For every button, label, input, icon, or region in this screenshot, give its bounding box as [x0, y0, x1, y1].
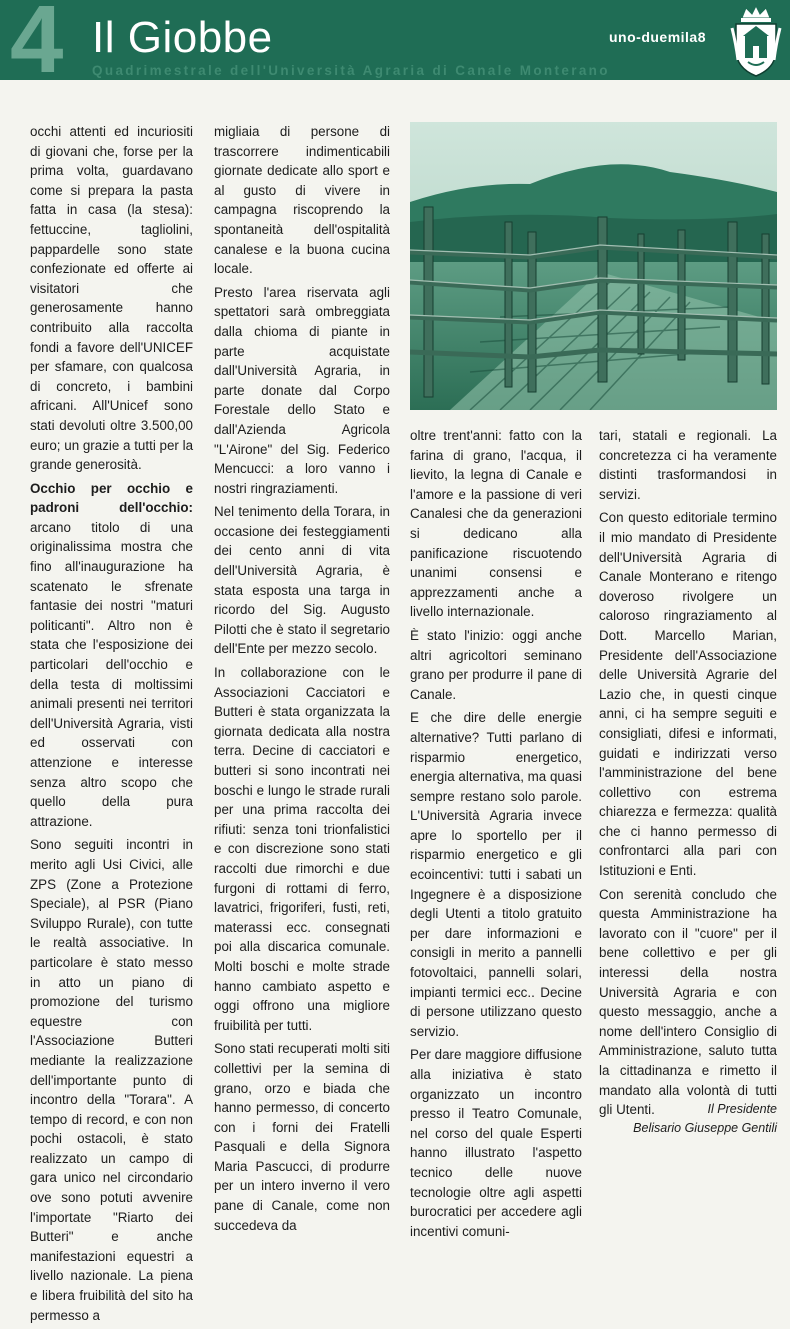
paragraph: E che dire delle energie alternative? Tutti parlano di risparmio energetico, energia alternativa, ma quasi sempre restano solo parole. L'Università Agraria invece apre lo sportello per il risparmio energetico e gli ecoincentivi: tutti i sabati un Ingegnere è a disposizione degli Utenti a titolo gratuito per dare informazioni e consigli in merito a pannelli fotovoltaici, pannelli solari, impianti termici ecc.. Decine di persone utilizzano questo servizio. — [410, 710, 582, 1039]
article-column-3 — [410, 426, 582, 1245]
signature-role: Il Presidente — [707, 1102, 777, 1116]
paragraph: Nel tenimento della Torara, in occasione dei festeggiamenti dei cento anni di vita dell'Università Agraria, è stata esposta una targa in ricordo del Sig. Augusto Pilotti che è stato il segretario dell'Ente per mezzo secolo. — [214, 504, 390, 657]
article-column-1 — [30, 122, 193, 1329]
paragraph: migliaia di persone di trascorrere indimenticabili giornate dedicate allo sport e al gusto di vivere in campagna riscoprendo la spontaneità dell'ospitalità canalese e la buona cucina locale. — [214, 124, 390, 277]
coat-of-arms-icon — [730, 4, 782, 78]
paragraph: Con questo editoriale termino il mio mandato di Presidente dell'Università Agraria di Canale Monterano e ritengo doveroso rivolgere un caloroso ringraziamento al Dott. Marcello Marian, Presidente dell'Associazione delle Università Agrarie del Lazio che, in questi cinque anni, ci ha sempre seguiti e consigliati, difesi e informati, guidati e indirizzati verso l'amministrazione del bene collettivo con estrema chiarezza e fermezza: qualità che ci hanno permesso di confrontarci alla pari con Istituzioni e Enti. — [599, 510, 777, 879]
masthead — [0, 0, 790, 80]
paragraph: Presto l'area riservata agli spettatori sarà ombreggiata dalla chioma di piante in parte acquistate dall'Università Agraria, in parte donate dal Corpo Forestale dello Stato e dall'Azienda Agricola "L'Airone" del Sig. Federico Mencucci: a loro vanno i nostri ringraziamenti. — [214, 284, 390, 496]
issue-label: uno-duemila8 — [609, 29, 707, 45]
paragraph: Sono stati recuperati molti siti collettivi per la semina di grano, orzo e biada che hanno permesso, di concerto con i forni dei Fratelli Pasquali e della Signora Maria Pascucci, di produrre per un intero inverno il vero pane di Canale, come non succedeva da — [214, 1041, 390, 1233]
paragraph — [30, 479, 193, 832]
paragraph: tari, statali e regionali. La concretezza ci ha veramente distinti trasformandosi in servizi. — [599, 428, 777, 502]
paragraph-text: arcano titolo di una originalissima mostra che fino all'inaugurazione ha scatenato le sfrenate fantasie dei nostri "maturi politicanti". Altro non è stata che l'esposizione dei particolari dell'occhio e della testa di moltissimi animali presenti nei territori dell'Università Agraria, visti ed osservati con attenzione e interesse senza altro scopo che quello della pura attrazione. — [30, 519, 193, 829]
article-column-4 — [599, 426, 777, 1124]
paragraph: Sono seguiti incontri in merito agli Usi Civici, alle ZPS (Zone a Protezione Speciale), al PSR (Piano Sviluppo Rurale), con tutte le realtà associative. In particolare è stato messo in atto un piano di promozione del turismo equestre con l'Associazione Butteri mediante la realizzazione dell'importante punto di incontro della "Torara". A tempo di record, e con non pochi ostacoli, è stato realizzato un campo di gara unico nel circondario ove sono potuti avvenire l'importate "Riarto dei Butteri" e anche manifestazioni equestri a livello nazionale. La piena e libera fruibilità del sito ha permesso a — [30, 837, 193, 1323]
magazine-title: Il Giobbe — [92, 13, 273, 62]
page-number: 4 — [10, 0, 64, 80]
paragraph: oltre trent'anni: fatto con la farina di grano, l'acqua, il lievito, la legna di Canale e l'amore e la passione di veri Canalesi che da generazioni si dedicano alla panificazione riscuotendo unanimi consensi e apprezzamenti anche a livello internazionale. — [410, 428, 582, 620]
paragraph: Con serenità concludo che questa Amministrazione ha lavorato con il "cuore" per il bene collettivo e per gli interessi della nostra Università Agraria e con questo messaggio, anche a nome dell'intero Consiglio di Amministrazione, saluto tutta la cittadinanza e rimetto il mandato alla volontà di tutti gli Utenti. — [599, 886, 777, 1118]
magazine-subtitle: Quadrimestrale dell'Università Agraria di Canale Monterano — [92, 63, 610, 78]
paragraph: Per dare maggiore diffusione alla iniziativa è stato organizzato un incontro presso il Teatro Comunale, nel corso del quale Esperti hanno illustrato l'aspetto tecnico delle nuove tecnologie oltre agli aspetti burocratici per accedere agli incentivi comuni- — [410, 1047, 582, 1239]
article-column-2 — [214, 122, 390, 1239]
paragraph: In collaborazione con le Associazioni Cacciatori e Butteri è stata organizzata la giornata dedicata alla nostra terra. Decine di cacciatori e butteri si sono incontrati nei boschi e lungo le strade rurali per una prima raccolta dei rifiuti: senza toni trionfalistici e con discrezione sono stati raccolti due rimorchi e due furgoni di rottami di ferro, lavatrici, frigoriferi, fusti, reti, materassi ecc. consegnati poi alla discarica comunale. Molti boschi e molte strade hanno cambiato aspetto e oggi offrono una migliore fruibilità per tutti. — [214, 665, 390, 1033]
paragraph: È stato l'inizio: oggi anche altri agricoltori seminano grano per produrre il pane di Canale. — [410, 627, 582, 702]
signature-block — [599, 1100, 777, 1138]
paragraph: occhi attenti ed incuriositi di giovani che, forse per la prima volta, guardavano come si prepara la pasta fatta in casa (la stesa): fettuccine, tagliolini, pappardelle sono state confezionate ed offerte ai visitatori che generosamente hanno contribuito alla raccolta fondi a favore dell'UNICEF per sfamare, con qualcosa di concreto, i bambini africani. All'Unicef sono stati devoluti oltre 3.500,00 euro; un grazie a tutti per la grande generosità. — [30, 124, 194, 473]
corral-fence-photo — [410, 122, 777, 410]
paragraph-lead: Occhio per occhio e padroni dell'occhio: — [30, 480, 193, 516]
signature-name: Belisario Giuseppe Gentili — [633, 1121, 777, 1135]
